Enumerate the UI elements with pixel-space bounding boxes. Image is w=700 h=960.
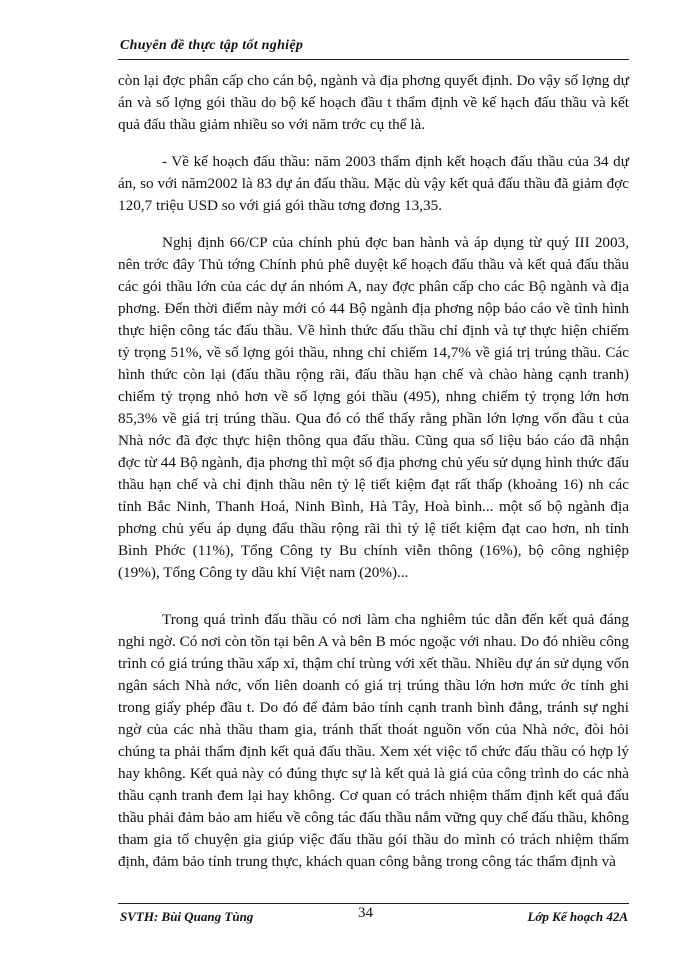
footer-author: SVTH: Bùi Quang Tùng — [120, 909, 254, 924]
page-number: 34 — [358, 905, 373, 921]
body-paragraph: - Về kế hoạch đấu thầu: năm 2003 thẩm định kết hoạch đấu thầu của 34 dự án, so với năm2002 là 83 dự án đấu thầu. Mặc dù vậy kết quả đấu thầu đã giảm đợc 120,7 triệu USD so với giá gói thầu tơng đơng 13,35. — [118, 153, 629, 214]
body-text — [118, 70, 629, 873]
body-paragraph: còn lại đợc phân cấp cho cán bộ, ngành và địa phơng quyết định. Do vậy số lợng dự án và số lợng gói thầu do bộ kế hoạch đầu t thẩm định về kế hạch đấu thầu và kết quả đấu thầu giảm nhiều so với năm trớc cụ thể là. — [118, 72, 629, 133]
running-header-title: Chuyên đề thực tập tốt nghiệp — [120, 38, 304, 53]
header-divider — [118, 59, 629, 60]
body-paragraph: Nghị định 66/CP của chính phủ đợc ban hành và áp dụng từ quý III 2003, nên trớc đây Thủ tớng Chính phủ phê duyệt kế hoạch đấu thầu và kết quả đấu thầu các gói thầu lớn của các dự án nhóm A, nay đợc phân cấp cho các Bộ ngành và địa phơng. Đến thời điểm này mới có 44 Bộ ngành địa phơng nộp báo cáo về tình hình thực hiện công tác đấu thầu. Về hình thức đấu thầu chỉ định và tự thực hiện chiếm tỷ trọng 51%, về số lợng gói thầu, nhng chỉ chiếm 14,7% về giá trị trúng thầu. Các hình thức còn lại (đấu thầu rộng rãi, đấu thầu hạn chế và chào hàng cạnh tranh) chiếm tỷ trọng nhỏ hơn về số lợng gói thầu (495), nhng chiếm tỷ trọng lớn hơn 85,3% về giá trị trúng thầu. Qua đó có thể thấy rằng phần lớn lợng vốn đầu t của Nhà nớc đã đợc thực hiện thông qua đấu thầu. Cũng qua số liệu báo cáo đã nhận đợc từ 44 Bộ ngành, địa phơng thì một số địa phơng chủ yếu sử dụng hình thức đấu thầu hạn chế và chỉ định thầu nên tỷ lệ tiết kiệm đạt rất thấp (khoảng 16) nh các tỉnh Bắc Ninh, Thanh Hoá, Ninh Bình, Hà Tây, Hoà bình... một số bộ ngành địa phơng chủ yếu áp dụng đấu thầu rộng rãi thì tỷ lệ tiết kiệm đạt cao hơn, nh tỉnh Bình Phớc (11%), Tổng Công ty Bu chính viễn thông (16%), bộ công nghiệp (19%), Tổng Công ty dầu khí Việt nam (20%)... — [118, 234, 629, 581]
footer-class: Lớp Kế hoạch 42A — [527, 909, 628, 924]
body-paragraph: Trong quá trình đấu thầu có nơi làm cha nghiêm túc dẫn đến kết quả đáng nghi ngờ. Có nơi còn tồn tại bên A và bên B móc ngoặc với nhau. Do đó nhiều công trình có giá trúng thầu xấp xỉ, thậm chí trùng với xết thầu. Nhiều dự án sử dụng vốn ngân sách Nhà nớc, vốn liên doanh có giá trị trúng thầu lớn hơn mức ớc tính ghi trong giấy phép đầu t. Do đó để đảm bảo tính cạnh tranh bình đẳng, tránh sự nghi ngờ của các nhà thầu tham gia, tránh thất thoát nguồn vốn của Nhà nớc, đòi hỏi chúng ta phải thẩm định kết quả đấu thầu. Xem xét việc tổ chức đấu thầu có hợp lý hay không. Kết quả này có đúng thực sự là kết quả là giá của công trình do các nhà thầu cạnh tranh đem lại hay không. Cơ quan có trách nhiệm thẩm định kết quả đấu thầu phải đảm bảo am hiểu về công tác đấu thầu nắm vững quy chế đấu thầu, không tham gia tố chuyện gia giúp việc đấu thầu gói thầu do mình có trách nhiệm thẩm định, đảm bảo tính trung thực, khách quan công bằng trong công tác thẩm định và — [118, 611, 629, 870]
footer-divider — [118, 903, 629, 904]
